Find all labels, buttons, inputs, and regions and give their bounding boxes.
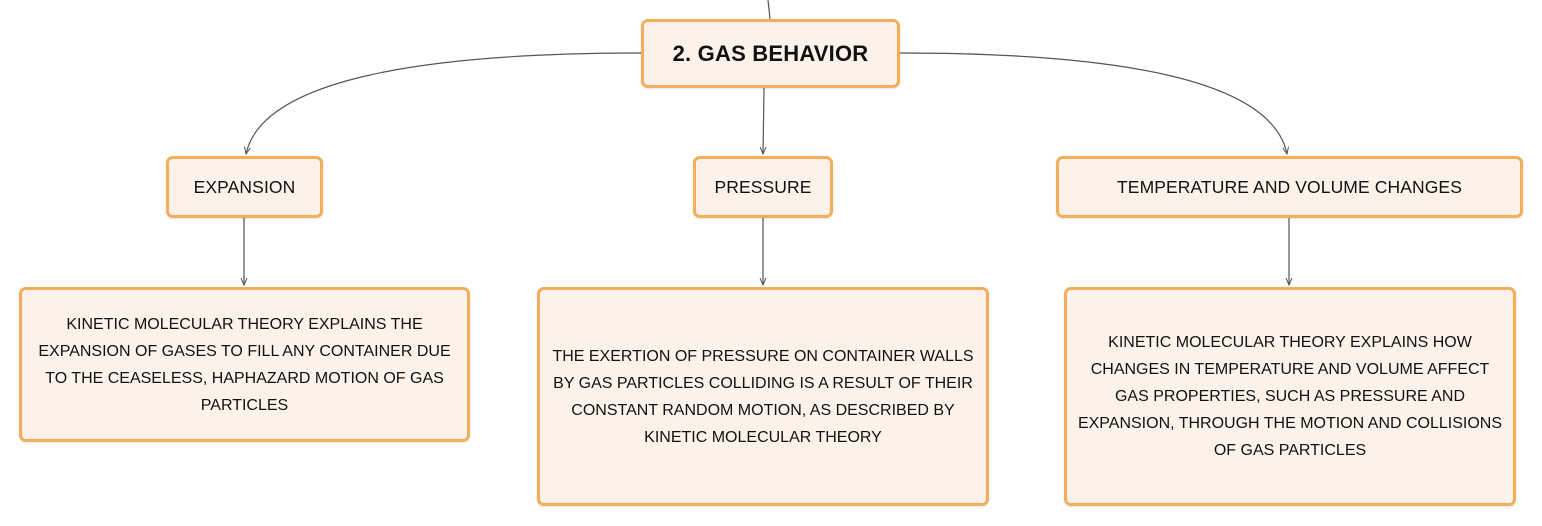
connector-root-temperature bbox=[900, 53, 1287, 154]
topic-node-expansion[interactable] bbox=[166, 156, 323, 218]
detail-text-expansion: KINETIC MOLECULAR THEORY EXPLAINS THE EXPANSION OF GASES TO FILL ANY CONTAINER DUE TO THE CEASELESS, HAPHAZARD MOTION OF GAS PARTICLES bbox=[38, 315, 451, 414]
topic-label-temperature: TEMPERATURE AND VOLUME CHANGES bbox=[1117, 176, 1462, 197]
detail-node-temperature[interactable] bbox=[1064, 287, 1516, 506]
topic-label-pressure: PRESSURE bbox=[714, 176, 812, 197]
root-node[interactable] bbox=[641, 19, 900, 88]
connector-root-expansion bbox=[246, 53, 641, 154]
detail-node-expansion[interactable] bbox=[19, 287, 470, 442]
connector-root-pressure bbox=[763, 88, 764, 154]
root-label: 2. GAS BEHAVIOR bbox=[672, 40, 869, 66]
detail-text-pressure: THE EXERTION OF PRESSURE ON CONTAINER WALLS BY GAS PARTICLES COLLIDING IS A RESULT OF THEIR CONSTANT RANDOM MOTION, AS DESCRIBED BY KINETIC MOLECULAR THEORY bbox=[552, 347, 974, 446]
topic-label-expansion: EXPANSION bbox=[193, 176, 296, 197]
connector-incoming bbox=[768, 0, 770, 19]
detail-node-pressure[interactable] bbox=[537, 287, 989, 506]
topic-node-temperature[interactable] bbox=[1056, 156, 1523, 218]
topic-node-pressure[interactable] bbox=[693, 156, 833, 218]
detail-text-temperature: KINETIC MOLECULAR THEORY EXPLAINS HOW CHANGES IN TEMPERATURE AND VOLUME AFFECT GAS PROPERTIES, SUCH AS PRESSURE AND EXPANSION, THROUGH THE MOTION AND COLLISIONS OF GAS PARTICLES bbox=[1077, 334, 1503, 459]
